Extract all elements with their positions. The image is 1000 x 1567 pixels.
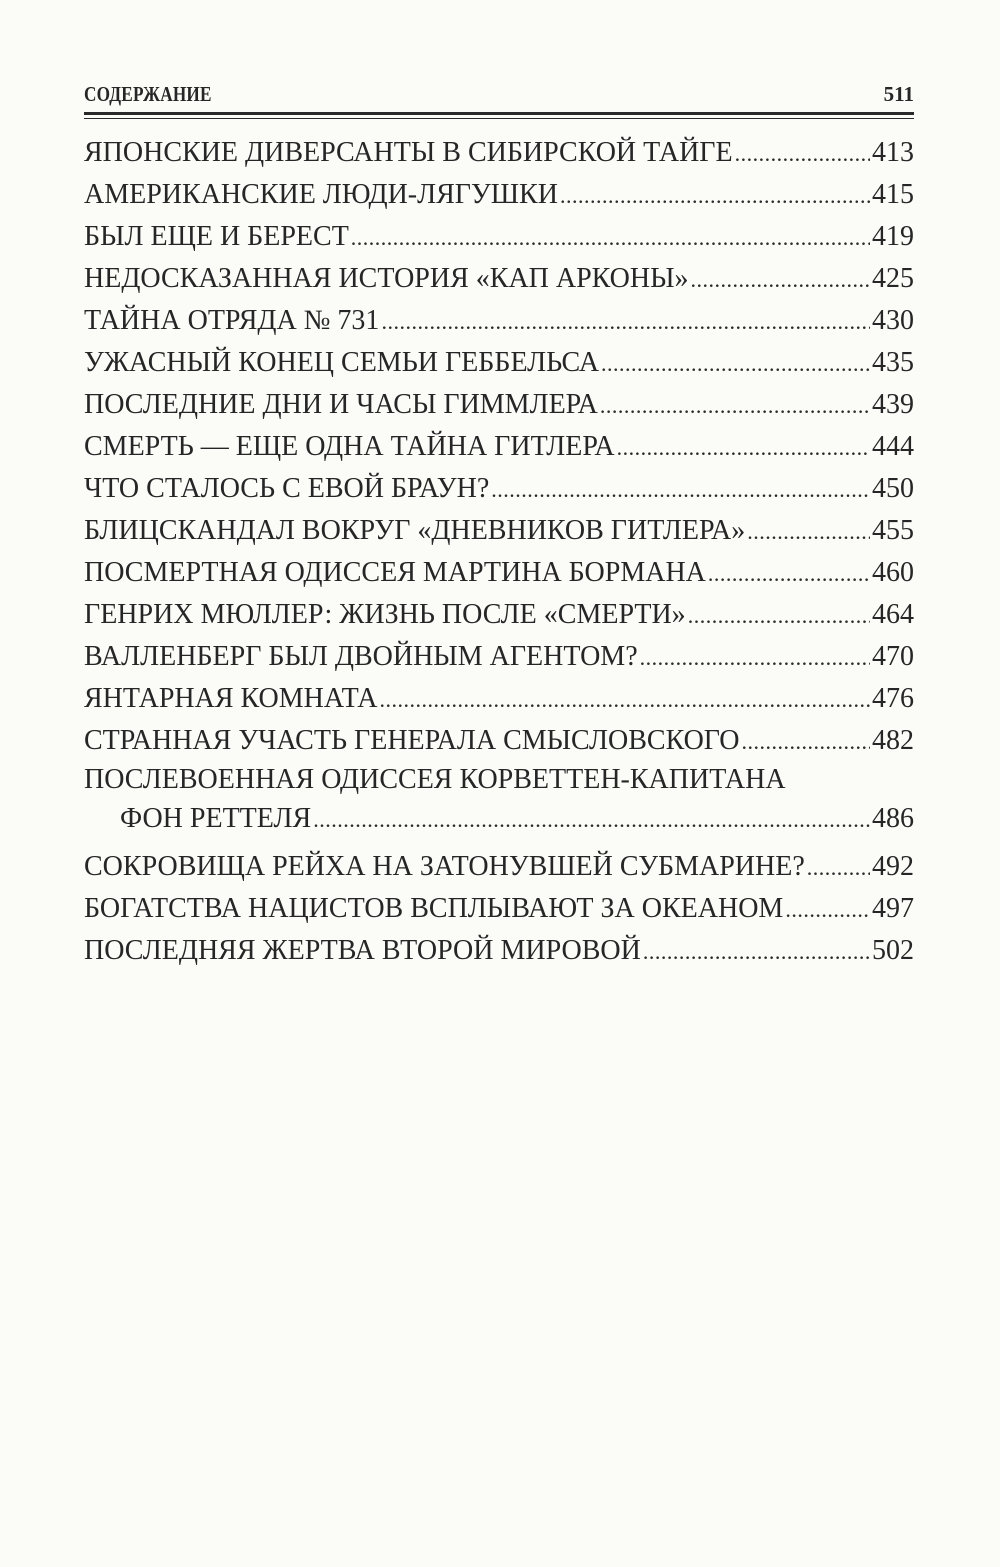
page-number: 511 [883,82,914,106]
toc-entry [84,300,914,342]
toc-entry-title-continued: ФОН РЕТТЕЛЯ [120,803,312,834]
page-header [84,80,914,110]
toc-entry [84,216,914,258]
dot-leader [560,175,870,217]
toc-entry-title: ПОСЛЕДНЯЯ ЖЕРТВА ВТОРОЙ МИРОВОЙ [84,935,641,966]
toc-entry-page: 470 [872,641,914,672]
toc-entry-title: СМЕРТЬ — ЕЩЕ ОДНА ТАЙНА ГИТЛЕРА [84,431,615,462]
toc-entry-page: 450 [872,473,914,504]
dot-leader [617,427,870,469]
toc-entry-page: 502 [872,935,914,966]
running-title: СОДЕРЖАНИЕ [84,82,212,106]
toc-entry [84,930,914,972]
toc-entry-page: 460 [872,557,914,588]
toc-entry-title: СТРАННАЯ УЧАСТЬ ГЕНЕРАЛА СМЫСЛОВСКОГО [84,725,740,756]
dot-leader [601,343,870,385]
toc-entry-page: 415 [872,179,914,210]
toc-entry-page: 476 [872,683,914,714]
header-rule-thick [84,112,914,115]
toc-entry-title: БЛИЦСКАНДАЛ ВОКРУГ «ДНЕВНИКОВ ГИТЛЕРА» [84,515,746,546]
toc-entry [84,342,914,384]
dot-leader [785,889,870,931]
toc-entry-title: БОГАТСТВА НАЦИСТОВ ВСПЛЫВАЮТ ЗА ОКЕАНОМ [84,893,784,924]
dot-leader [807,847,870,889]
toc-entry-title: ПОСЛЕВОЕННАЯ ОДИССЕЯ КОРВЕТТЕН-КАПИТАНА [84,764,786,795]
toc-entry [84,594,914,636]
toc-entry [84,552,914,594]
table-of-contents [84,132,914,972]
toc-entry-page: 439 [872,389,914,420]
toc-entry-page: 497 [872,893,914,924]
dot-leader [313,799,870,841]
toc-entry-title: ТАЙНА ОТРЯДА № 731 [84,305,380,336]
toc-entry-title: АМЕРИКАНСКИЕ ЛЮДИ-ЛЯГУШКИ [84,179,558,210]
toc-entry-title: БЫЛ ЕЩЕ И БЕРЕСТ [84,221,349,252]
toc-entry-page: 482 [872,725,914,756]
toc-entry-page: 430 [872,305,914,336]
dot-leader [491,469,870,511]
toc-entry-title: ПОСЛЕДНИЕ ДНИ И ЧАСЫ ГИММЛЕРА [84,389,598,420]
toc-entry [84,468,914,510]
toc-entry-page: 486 [872,803,914,834]
dot-leader [643,931,870,973]
toc-entry-page: 413 [872,137,914,168]
toc-entry [84,258,914,300]
dot-leader [688,595,870,637]
toc-entry [84,678,914,720]
toc-entry [84,510,914,552]
dot-leader [708,553,870,595]
dot-leader [351,217,870,259]
toc-entry [84,426,914,468]
toc-entry-title: ПОСМЕРТНАЯ ОДИССЕЯ МАРТИНА БОРМАНА [84,557,706,588]
toc-entry-title: ВАЛЛЕНБЕРГ БЫЛ ДВОЙНЫМ АГЕНТОМ? [84,641,638,672]
dot-leader [380,679,870,721]
dot-leader [600,385,870,427]
toc-entry-page: 464 [872,599,914,630]
toc-entry-page: 425 [872,263,914,294]
toc-entry-page: 419 [872,221,914,252]
toc-entry-title: ЧТО СТАЛОСЬ С ЕВОЙ БРАУН? [84,473,490,504]
toc-entry-title: НЕДОСКАЗАННАЯ ИСТОРИЯ «КАП АРКОНЫ» [84,263,689,294]
toc-entry [84,720,914,762]
dot-leader [747,511,870,553]
dot-leader [691,259,870,301]
header-rule-thin [84,118,914,119]
dot-leader [735,133,870,175]
dot-leader [381,301,870,343]
toc-entry-title: ЯНТАРНАЯ КОМНАТА [84,683,378,714]
toc-entry-title: УЖАСНЫЙ КОНЕЦ СЕМЬИ ГЕББЕЛЬСА [84,347,600,378]
toc-entry-title: ГЕНРИХ МЮЛЛЕР: ЖИЗНЬ ПОСЛЕ «СМЕРТИ» [84,599,686,630]
toc-entry [84,888,914,930]
toc-entry [84,846,914,888]
toc-entry-title: СОКРОВИЩА РЕЙХА НА ЗАТОНУВШЕЙ СУБМАРИНЕ? [84,851,805,882]
toc-entry-page: 492 [872,851,914,882]
toc-entry-page: 455 [872,515,914,546]
toc-entry [84,636,914,678]
toc-entry-title: ЯПОНСКИЕ ДИВЕРСАНТЫ В СИБИРСКОЙ ТАЙГЕ [84,137,733,168]
toc-entry [84,132,914,174]
toc-entry [84,762,914,846]
dot-leader [640,637,870,679]
toc-entry-page: 435 [872,347,914,378]
toc-entry-page: 444 [872,431,914,462]
toc-entry [84,384,914,426]
toc-entry [84,174,914,216]
dot-leader [742,721,870,763]
